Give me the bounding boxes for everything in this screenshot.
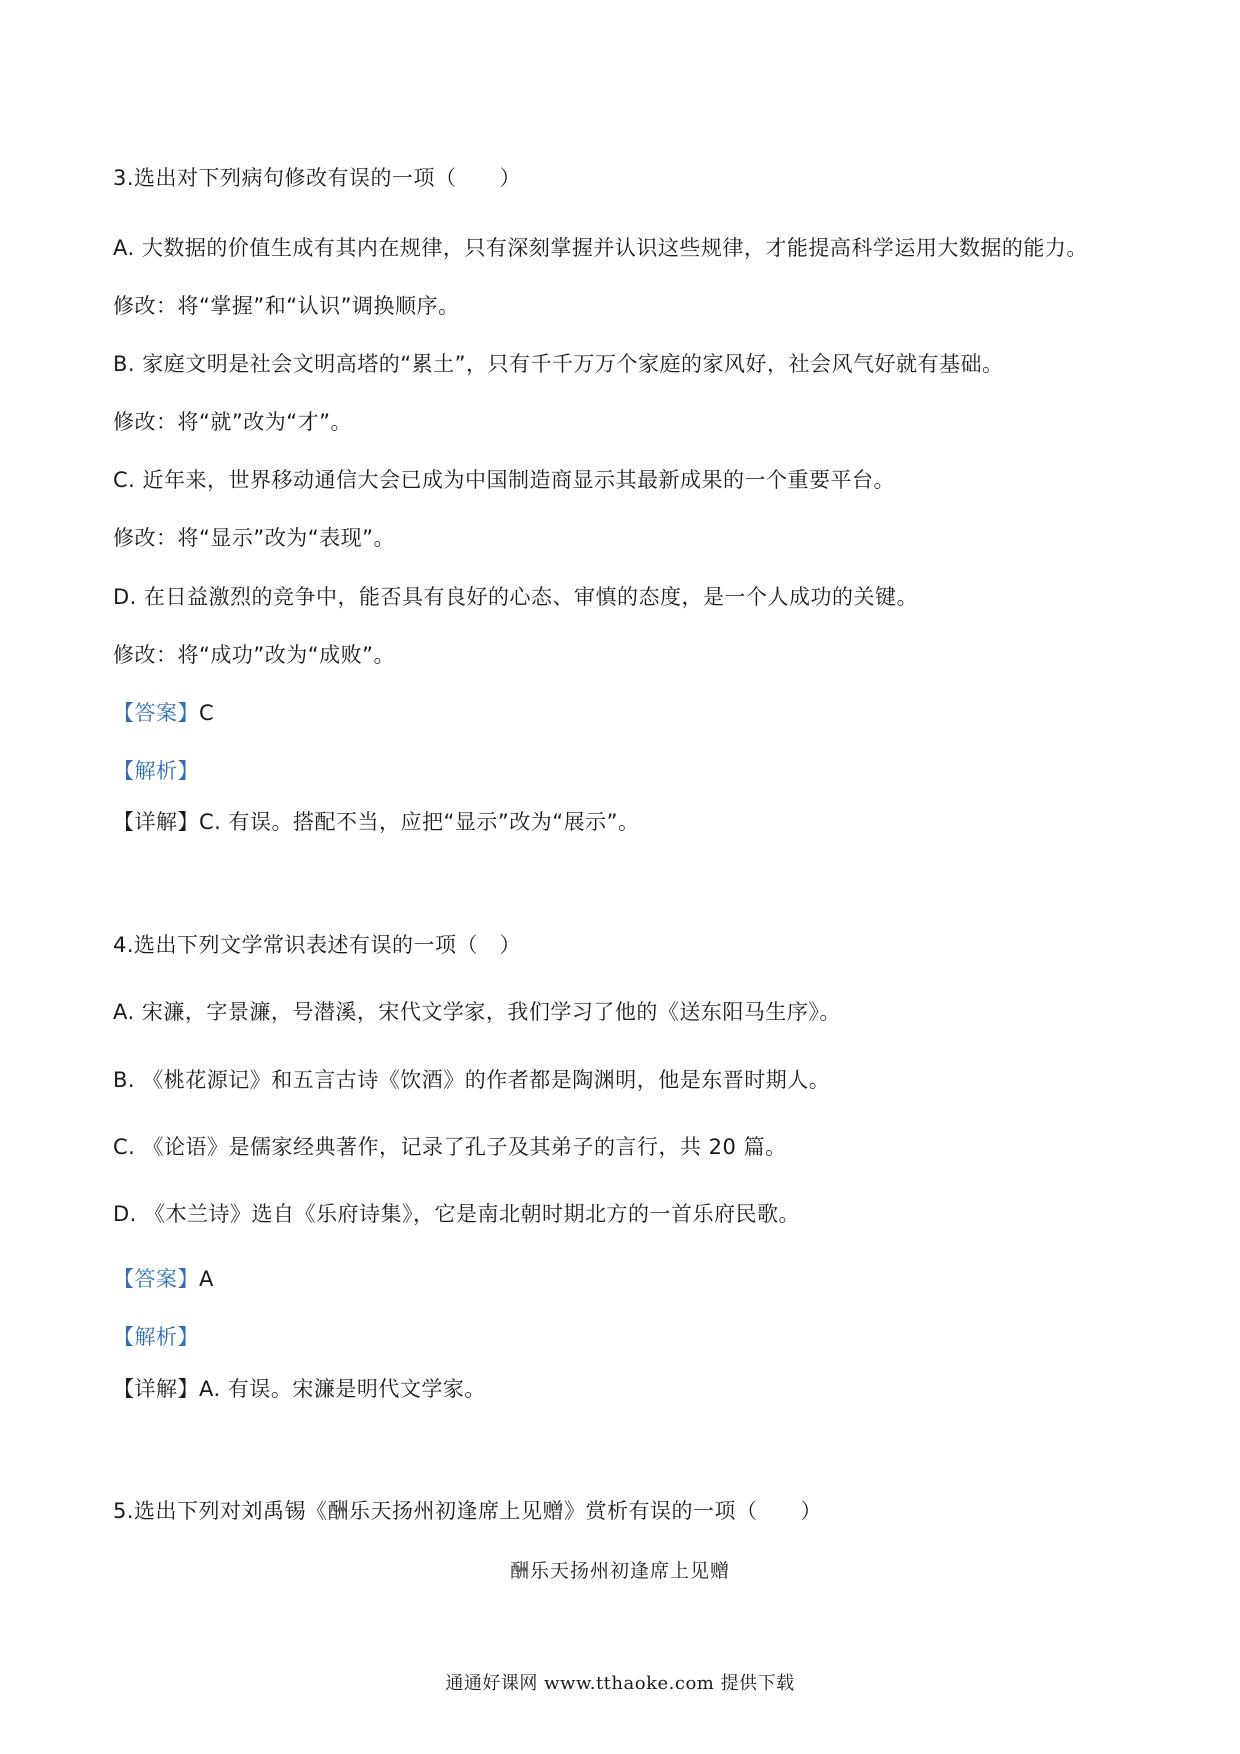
question-5-title: 5.选出下列对刘禹锡《酬乐天扬州初逢席上见赠》赏析有误的一项（ ） [113, 1499, 823, 1523]
question-4-option-a: A. 宋濂，字景濂，号潜溪，宋代文学家，我们学习了他的《送东阳马生序》。 [113, 1000, 841, 1024]
question-3-option-d: D. 在日益激烈的竞争中，能否具有良好的心态、审慎的态度，是一个人成功的关键。 [113, 585, 919, 609]
analysis-tag: 【解析】 [113, 759, 199, 783]
question-4-option-c: C. 《论语》是儒家经典著作，记录了孔子及其弟子的言行，共 20 篇。 [113, 1135, 787, 1159]
detail-text: A. 有误。宋濂是明代文学家。 [199, 1377, 486, 1401]
answer-tag: 【答案】 [113, 1267, 199, 1291]
detail-tag: 【详解】 [113, 810, 199, 834]
detail-tag: 【详解】 [113, 1377, 199, 1401]
answer-tag: 【答案】 [113, 701, 199, 725]
detail-text: C. 有误。搭配不当，应把“显示”改为“展示”。 [199, 810, 640, 834]
poem-title: 酬乐天扬州初逢席上见赠 [509, 1560, 730, 1582]
question-3-option-c: C. 近年来，世界移动通信大会已成为中国制造商显示其最新成果的一个重要平台。 [113, 468, 896, 492]
question-3-fix-d: 修改：将“成功”改为“成败”。 [113, 643, 396, 667]
analysis-tag: 【解析】 [113, 1325, 199, 1349]
question-3-analysis [113, 756, 199, 786]
question-3-fix-b: 修改：将“就”改为“才”。 [113, 410, 353, 434]
question-4-answer [113, 1264, 214, 1294]
question-3-detail [113, 807, 640, 837]
question-3-fix-a: 修改：将“掌握”和“认识”调换顺序。 [113, 294, 460, 318]
question-4-detail [113, 1374, 486, 1404]
question-4-option-d: D. 《木兰诗》选自《乐府诗集》，它是南北朝时期北方的一首乐府民歌。 [113, 1202, 801, 1226]
question-3-fix-c: 修改：将“显示”改为“表现”。 [113, 526, 396, 550]
question-3-option-b: B. 家庭文明是社会文明高塔的“累土”，只有千千万万个家庭的家风好，社会风气好就有基础。 [113, 352, 1004, 376]
question-3-option-a: A. 大数据的价值生成有其内在规律，只有深刻掌握并认识这些规律，才能提高科学运用大数据的能力。 [113, 236, 1088, 260]
question-3-title: 3.选出对下列病句修改有误的一项（ ） [113, 166, 522, 190]
question-3-answer [113, 698, 214, 728]
answer-value: C [199, 701, 215, 725]
answer-value: A [199, 1267, 214, 1291]
question-4-title: 4.选出下列文学常识表述有误的一项（ ） [113, 933, 522, 957]
question-4-option-b: B. 《桃花源记》和五言古诗《饮酒》的作者都是陶渊明，他是东晋时期人。 [113, 1068, 831, 1092]
question-4-analysis [113, 1322, 199, 1352]
page-footer: 通通好课网 www.tthaoke.com 提供下载 [445, 1673, 795, 1694]
